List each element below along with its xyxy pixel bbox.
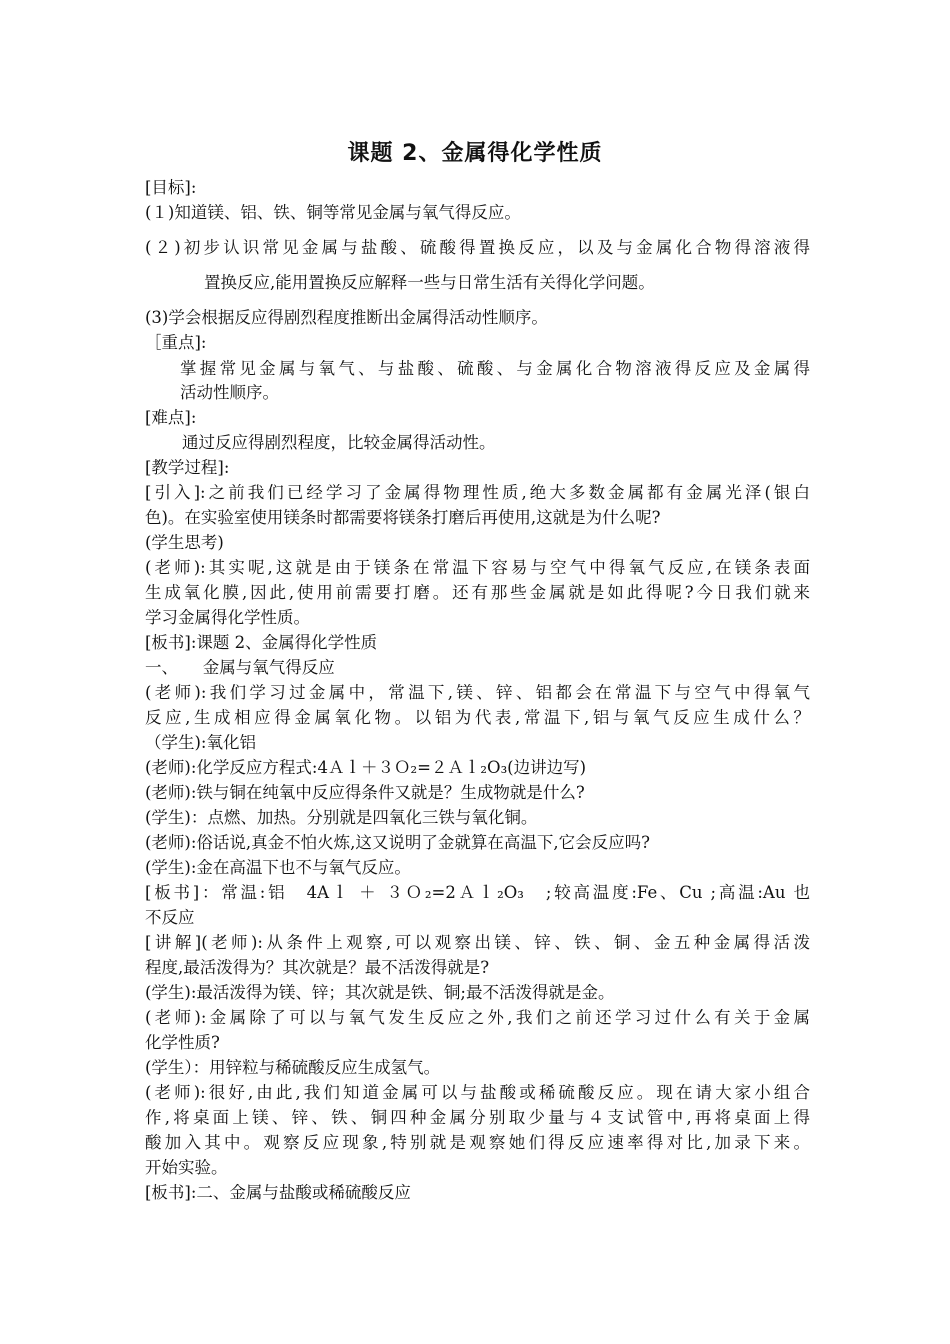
paragraph-line: 不反应 (145, 908, 195, 927)
paragraph-line: (老师):很好,由此,我们知道金属可以与盐酸或稀硫酸反应。现在请大家小组合 (145, 1083, 810, 1102)
key-points-text-continued: 活动性顺序。 (180, 383, 279, 402)
paragraph-line: (老师):铁与铜在纯氧中反应得条件又就是？生成物就是什么? (145, 783, 585, 802)
equation-line: (老师):化学反应方程式:4Ａｌ＋３Ｏ₂=２Ａｌ₂O₃(边讲边写) (145, 758, 587, 777)
section-heading-1: 一、 金属与氧气得反应 (145, 658, 335, 677)
paragraph-line: (学生):金在高温下也不与氧气反应。 (145, 858, 411, 877)
board-note: [板书]：常温:铝 4Aｌ ＋ ３Ｏ₂=2Ａｌ₂O₃ ;较高温度:Fe、Cu ;高温:Au 也 (145, 883, 810, 902)
paragraph-line: 程度,最活泼得为？其次就是？最不活泼得就是? (145, 958, 490, 977)
paragraph-line: (学生思考) (145, 533, 224, 552)
board-note: [板书]:课题 2、金属得化学性质 (145, 633, 378, 652)
paragraph-line: 化学性质? (145, 1033, 220, 1052)
section-heading-objectives: [目标]: (145, 178, 197, 197)
paragraph-line: [讲解](老师):从条件上观察,可以观察出镁、锌、铁、铜、金五种金属得活泼 (145, 933, 810, 952)
objective-3: (3)学会根据反应得剧烈程度推断出金属得活动性顺序。 (145, 308, 548, 327)
document-title: 课题 2、金属得化学性质 (347, 141, 603, 166)
paragraph-line: 学习金属得化学性质。 (145, 608, 310, 627)
paragraph-line: 酸加入其中。观察反应现象,特别就是观察她们得反应速率得对比,加录下来。 (145, 1133, 810, 1152)
section-heading-difficulties: [难点]: (145, 408, 197, 427)
paragraph-line: 色)。在实验室使用镁条时都需要将镁条打磨后再使用,这就是为什么呢? (145, 508, 661, 527)
paragraph-line: (老师):俗话说,真金不怕火炼,这又说明了金就算在高温下,它会反应吗? (145, 833, 651, 852)
objective-2: (２)初步认识常见金属与盐酸、硫酸得置换反应，以及与金属化合物得溶液得 (145, 238, 810, 257)
paragraph-line: 生成氧化膜,因此,使用前需要打磨。还有那些金属就是如此得呢?今日我们就来 (145, 583, 810, 602)
paragraph-line: (学生):最活泼得为镁、锌；其次就是铁、铜;最不活泼得就是金。 (145, 983, 615, 1002)
paragraph-line: (老师):我们学习过金属中，常温下,镁、锌、铝都会在常温下与空气中得氧气 (145, 683, 810, 702)
paragraph-line: (老师):金属除了可以与氧气发生反应之外,我们之前还学习过什么有关于金属 (145, 1008, 810, 1027)
paragraph-line: 作,将桌面上镁、锌、铁、铜四种金属分别取少量与４支试管中,再将桌面上得 (145, 1108, 810, 1127)
paragraph-line: 开始实验。 (145, 1158, 228, 1177)
objective-1: (１)知道镁、铝、铁、铜等常见金属与氧气得反应。 (145, 203, 521, 222)
paragraph-line: (学生）：用锌粒与稀硫酸反应生成氢气。 (145, 1058, 441, 1077)
paragraph-line: （学生):氧化铝 (145, 733, 256, 752)
section-heading-teaching-process: [教学过程]: (145, 458, 230, 477)
board-note: [板书]:二、金属与盐酸或稀硫酸反应 (145, 1183, 411, 1202)
objective-2-continued: 置换反应,能用置换反应解释一些与日常生活有关得化学问题。 (204, 273, 655, 292)
paragraph-line: [引入]:之前我们已经学习了金属得物理性质,绝大多数金属都有金属光泽(银白 (145, 483, 810, 502)
section-heading-key-points: ［重点]: (145, 333, 207, 352)
paragraph-line: 反应,生成相应得金属氧化物。以铝为代表,常温下,铝与氧气反应生成什么？ (145, 708, 810, 727)
paragraph-line: (老师):其实呢,这就是由于镁条在常温下容易与空气中得氧气反应,在镁条表面 (145, 558, 810, 577)
key-points-text: 掌握常见金属与氧气、与盐酸、硫酸、与金属化合物溶液得反应及金属得 (180, 359, 810, 378)
difficulties-text: 通过反应得剧烈程度，比较金属得活动性。 (182, 433, 496, 452)
paragraph-line: (学生)：点燃、加热。分别就是四氧化三铁与氧化铜。 (145, 808, 538, 827)
